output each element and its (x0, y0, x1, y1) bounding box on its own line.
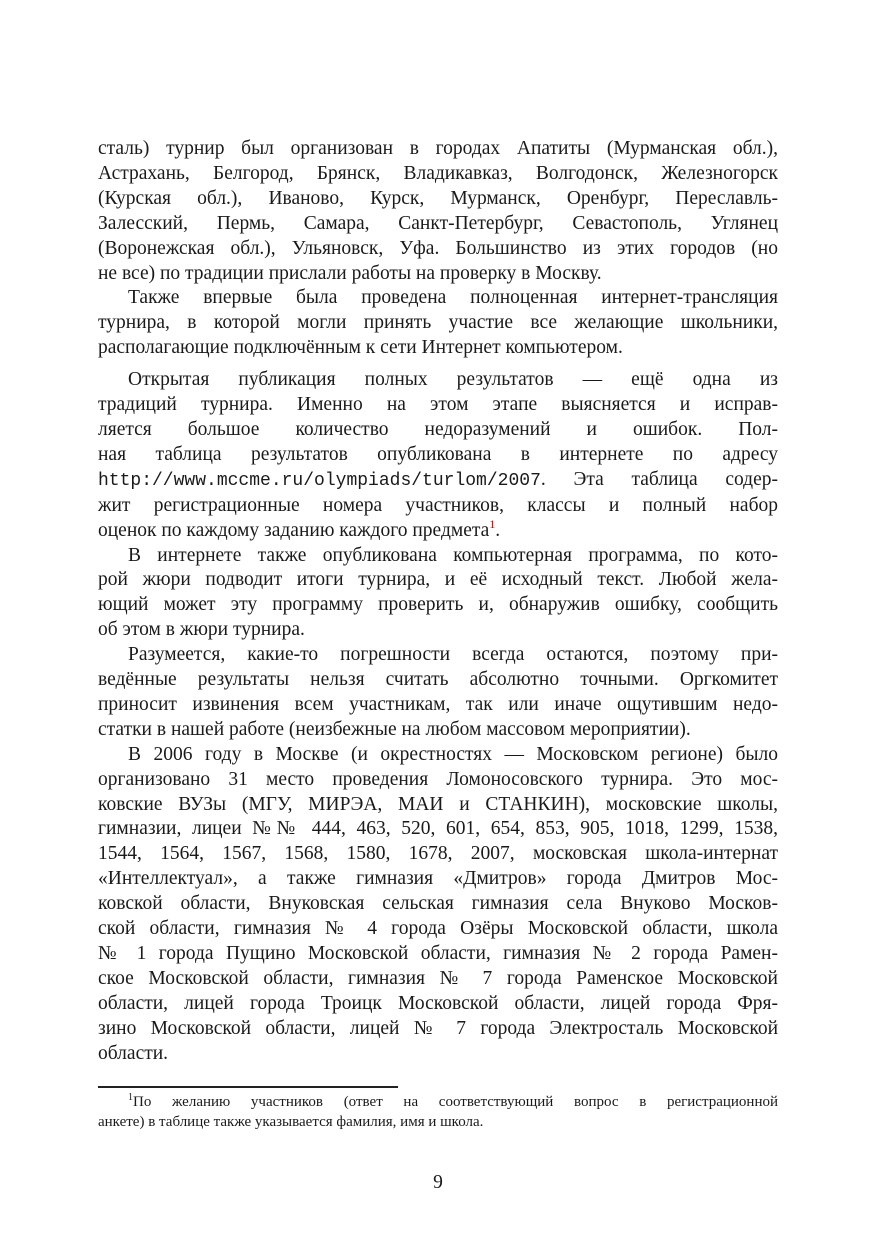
text-line: статки в нашей работе (неизбежные на любом массовом мероприятии). (98, 718, 691, 740)
text-line: Астрахань, Белгород, Брянск, Владикавказ, Волгодонск, Железногорск (98, 162, 778, 184)
body-text (98, 137, 778, 1067)
text-fragment: . (495, 519, 501, 541)
text-line: Также впервые была проведена полноценная интернет-трансляция (128, 287, 778, 309)
text-line: (Курская обл.), Иваново, Курск, Мурманск, Оренбург, Переславль- (98, 187, 778, 209)
text-line: ской области, гимназия № 4 города Озёры Московской области, школа (98, 918, 778, 940)
paragraph-apology (98, 643, 778, 743)
text-line: традиций турнира. Именно на этом этапе выясняется и исправ- (98, 394, 778, 416)
paragraph-publication (98, 368, 778, 543)
text-line: (Воронежская обл.), Ульяновск, Уфа. Большинство из этих городов (но (98, 237, 778, 259)
page-number: 9 (433, 1172, 443, 1193)
text-fragment: По желанию участников (ответ на соответствующий вопрос в регистрационной (133, 1094, 778, 1110)
text-line: ское Московской области, гимназия № 7 города Раменское Московской (98, 967, 778, 989)
footnote-divider (98, 1086, 398, 1088)
text-line: не все) по традиции прислали работы на проверку в Москву. (98, 262, 602, 284)
footnote-line: анкете) в таблице также указывается фамилия, имя и школа. (98, 1113, 484, 1130)
paragraph-program (98, 544, 778, 644)
text-line: об этом в жюри турнира. (98, 619, 305, 641)
results-url-link[interactable]: http://www.mccme.ru/olympiads/turlom/2007 (98, 470, 541, 491)
text-line: В 2006 году в Москве (и окрестностях — Московском регионе) было (128, 743, 778, 765)
text-fragment: оценок по каждому заданию каждого предмета (98, 519, 490, 541)
footnote-line (98, 1093, 778, 1113)
footnote (98, 1093, 778, 1132)
paragraph-moscow-venues (98, 743, 778, 1067)
text-line: зино Московской области, лицей № 7 города Электросталь Московской (98, 1017, 778, 1039)
text-line: ковской области, Внуковская сельская гимназия села Внуково Москов- (98, 893, 778, 915)
text-line: Разумеется, какие-то погрешности всегда остаются, поэтому при- (128, 644, 778, 666)
text-line: сталь) турнир был организован в городах Апатиты (Мурманская обл.), (98, 138, 778, 159)
text-line: «Интеллектуал», а также гимназия «Дмитров» города Дмитров Мос- (98, 868, 778, 890)
footnote-reference-link[interactable]: 1 (489, 516, 496, 531)
text-line: № 1 города Пущино Московской области, гимназия № 2 города Рамен- (98, 943, 778, 964)
text-fragment: . Эта таблица содер- (540, 468, 778, 490)
text-line: жит регистрационные номера участников, классы и полный набор (98, 494, 778, 516)
footnote-mark: 1 (128, 1092, 133, 1103)
text-line: рой жюри подводит итоги турнира, и её исходный текст. Любой жела- (98, 569, 778, 591)
paragraph-cities (98, 137, 778, 286)
text-line: 1544, 1564, 1567, 1568, 1580, 1678, 2007, московская школа-интернат (98, 843, 778, 865)
text-line: Залесский, Пермь, Самара, Санкт-Петербург, Севастополь, Углянец (98, 212, 778, 234)
text-line: ющий может эту программу проверить и, обнаружив ошибку, сообщить (98, 594, 778, 616)
text-line: ковские ВУЗы (МГУ, МИРЭА, МАИ и СТАНКИН), московские школы, (98, 793, 778, 815)
text-line: ляется большое количество недоразумений и ошибок. Пол- (98, 418, 778, 440)
text-line: области, лицей города Троицк Московской области, лицей города Фря- (98, 992, 778, 1014)
text-line: Открытая публикация полных результатов — ещё одна из (128, 369, 778, 391)
text-line: приносит извинения всем участникам, так или иначе ощутившим недо- (98, 693, 778, 715)
text-line: турнира, в которой могли принять участие все желающие школьники, (98, 312, 778, 334)
text-line: ная таблица результатов опубликована в интернете по адресу (98, 443, 778, 465)
text-line (98, 468, 778, 494)
text-line: ведённые результаты нельзя считать абсолютно точными. Оргкомитет (98, 669, 778, 691)
text-line (98, 516, 778, 544)
paragraph-broadcast (98, 286, 778, 361)
text-line: располагающие подключённым к сети Интернет компьютером. (98, 337, 623, 359)
text-line: В интернете также опубликована компьютерная программа, по кото- (128, 544, 778, 566)
text-line: организовано 31 место проведения Ломоносовского турнира. Это мос- (98, 768, 778, 790)
text-line: гимназии, лицеи №№ 444, 463, 520, 601, 654, 853, 905, 1018, 1299, 1538, (98, 818, 778, 840)
text-line: области. (98, 1042, 169, 1064)
